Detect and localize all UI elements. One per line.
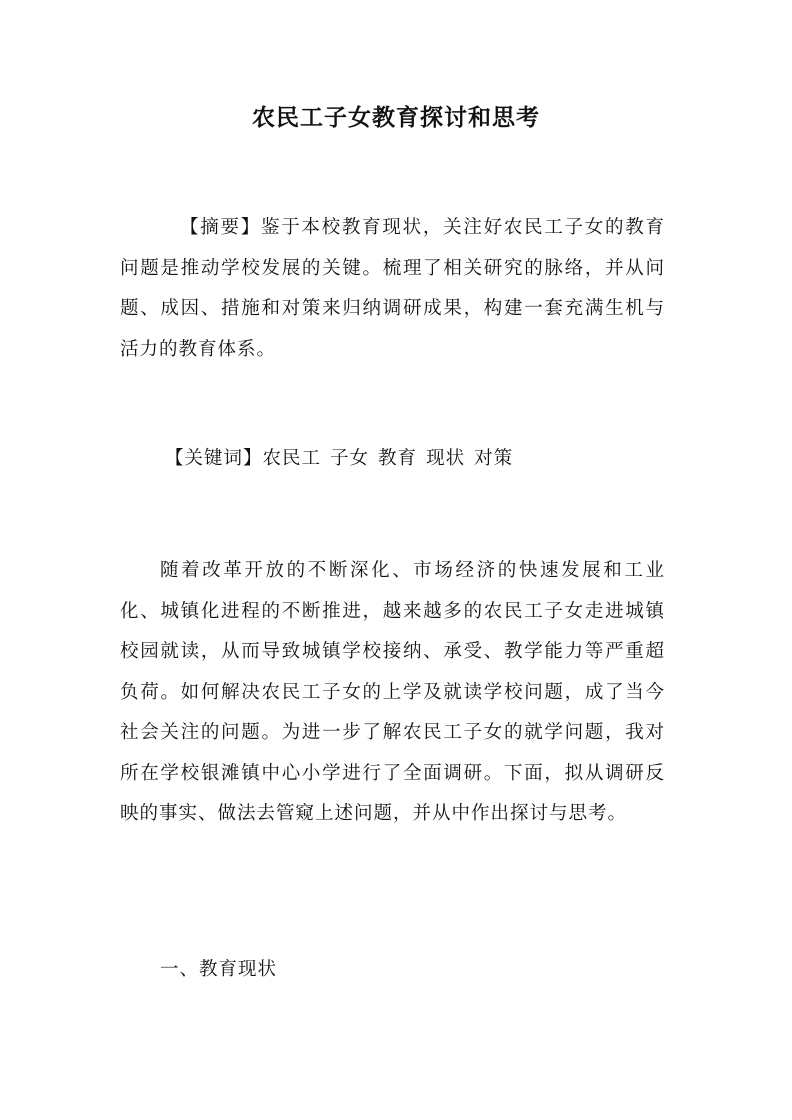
keyword-item: 对策: [474, 448, 514, 469]
body-paragraph: 随着改革开放的不断深化、市场经济的快速发展和工业化、城镇化进程的不断推进，越来越多的农民工子女走进城镇校园就读，从而导致城镇学校接纳、承受、教学能力等严重超负荷。如何解决农民工子女的上学及就读学校问题，成了当今社会关注的问题。为进一步了解农民工子女的就学问题，我对所在学校银滩镇中心小学进行了全面调研。下面，拟从调研反映的事实、做法去管窥上述问题，并从中作出探讨与思考。: [120, 560, 665, 824]
keywords-line: [120, 439, 665, 480]
abstract-text: 鉴于本校教育现状，关注好农民工子女的教育问题是推动学校发展的关键。梳理了相关研究的脉络，并从问题、成因、措施和对策来归纳调研成果，构建一套充满生机与活力的教育体系。: [120, 217, 665, 360]
keyword-item: 子女: [330, 448, 370, 469]
section-heading: 一、教育现状: [160, 959, 278, 980]
abstract-paragraph: [120, 208, 665, 370]
keywords-label: 【关键词】: [165, 448, 263, 469]
keyword-item: 现状: [426, 448, 466, 469]
keyword-item: 教育: [378, 448, 418, 469]
abstract-label: 【摘要】: [180, 217, 261, 238]
document-title: 农民工子女教育探讨和思考: [252, 104, 540, 131]
keyword-item: 农民工: [262, 448, 322, 469]
